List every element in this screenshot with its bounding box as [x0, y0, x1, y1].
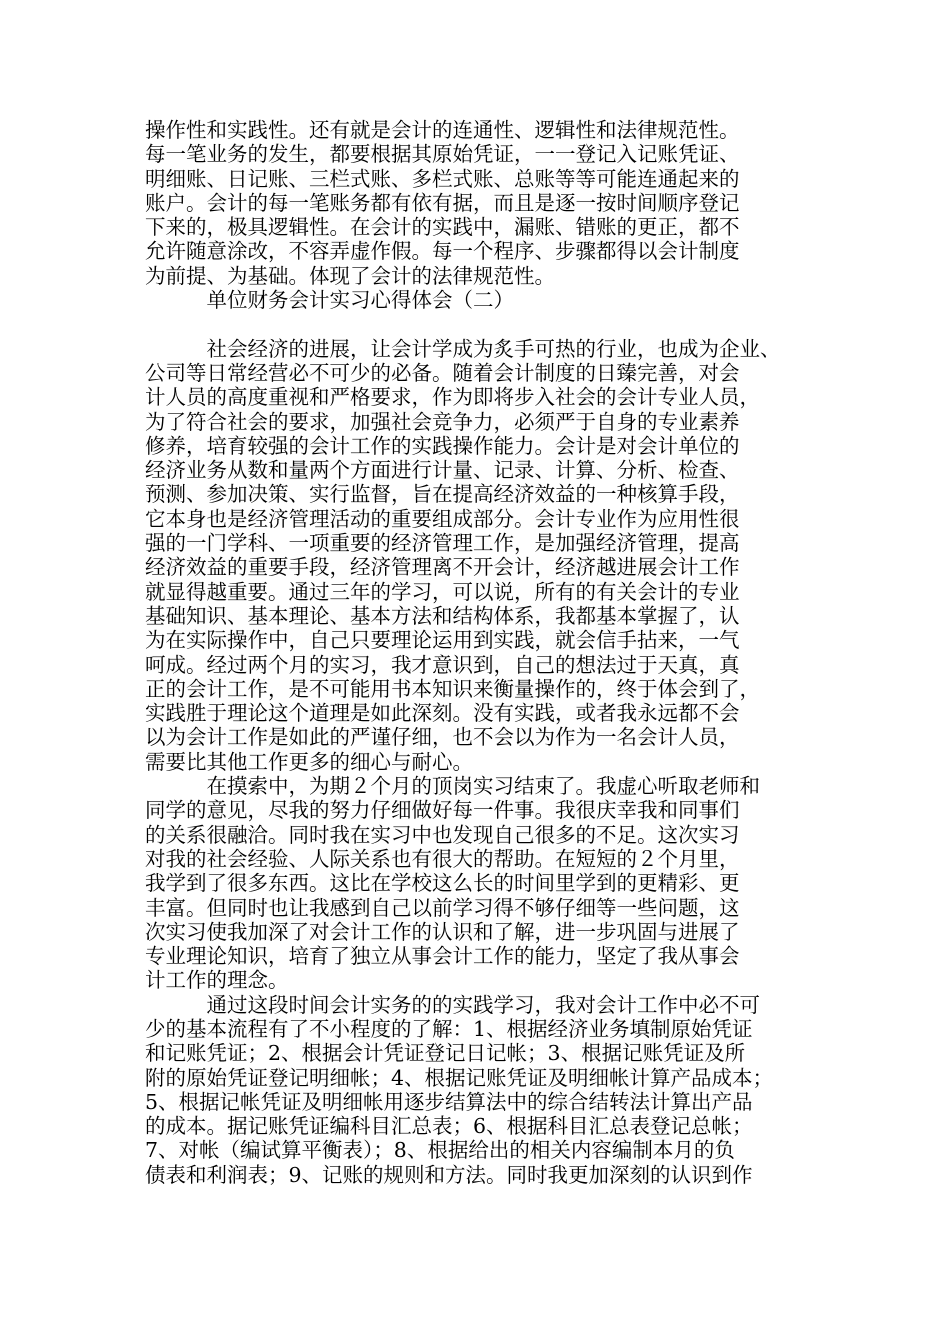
text-line: 为了符合社会的要求，加强社会竞争力，必须严于自身的专业素养 — [145, 409, 740, 434]
text-line: 和记账凭证；2、根据会计凭证登记日记帐；3、根据记账凭证及所 — [145, 1041, 746, 1066]
blank-line — [145, 312, 810, 336]
text-line: 同学的意见，尽我的努力仔细做好每一件事。我很庆幸我和同事们 — [145, 798, 740, 823]
text-line: 我学到了很多东西。这比在学校这么长的时间里学到的更精彩、更 — [145, 871, 740, 896]
text-line: 基础知识、基本理论、基本方法和结构体系，我都基本掌握了，认 — [145, 603, 740, 628]
text-line: 账户。会计的每一笔账务都有依有据，而且是逐一按时间顺序登记 — [145, 190, 740, 215]
text-line: 它本身也是经济管理活动的重要组成部分。会计专业作为应用性很 — [145, 506, 740, 531]
text-line: 就显得越重要。通过三年的学习，可以说，所有的有关会计的专业 — [145, 579, 740, 604]
text-line: 下来的，极具逻辑性。在会计的实践中，漏账、错账的更正，都不 — [145, 215, 740, 240]
text-line: 专业理论知识，培育了独立从事会计工作的能力，坚定了我从事会 — [145, 944, 740, 969]
text-line: 次实习使我加深了对会计工作的认识和了解，进一步巩固与进展了 — [145, 919, 740, 944]
text-line: 的关系很融洽。同时我在实习中也发现自己很多的不足。这次实习 — [145, 822, 740, 847]
intro-paragraph — [145, 118, 810, 288]
text-line: 丰富。但同时也让我感到自己以前学习得不够仔细等一些问题，这 — [145, 895, 740, 920]
text-line: 正的会计工作，是不可能用书本知识来衡量操作的，终于体会到了， — [145, 676, 760, 701]
text-line: 附的原始凭证登记明细帐；4、根据记账凭证及明细帐计算产品成本； — [145, 1065, 774, 1090]
text-line: 的成本。据记账凭证编科目汇总表；6、根据科目汇总表登记总帐； — [145, 1114, 753, 1139]
text-line: 计工作的理念。 — [145, 968, 289, 993]
text-line: 对我的社会经验、人际关系也有很大的帮助。在短短的２个月里， — [145, 846, 740, 871]
text-line: 在摸索中，为期２个月的顶岗实习结束了。我虚心听取老师和 — [145, 774, 760, 799]
paragraph-3 — [145, 993, 810, 1187]
text-line: 需要比其他工作更多的细心与耐心。 — [145, 749, 473, 774]
text-line: 明细账、日记账、三栏式账、多栏式账、总账等等可能连通起来的 — [145, 166, 740, 191]
text-line: 强的一门学科、一项重要的经济管理工作，是加强经济管理，提高 — [145, 531, 740, 556]
text-line: 为在实际操作中，自己只要理论运用到实践，就会信手拈来，一气 — [145, 628, 740, 653]
text-line: 经济效益的重要手段，经济管理离不开会计，经济越进展会计工作 — [145, 555, 740, 580]
text-line: 以为会计工作是如此的严谨仔细，也不会以为作为一名会计人员， — [145, 725, 740, 750]
text-line: 呵成。经过两个月的实习，我才意识到，自己的想法过于天真，真 — [145, 652, 740, 677]
text-line: 社会经济的进展，让会计学成为炙手可热的行业，也成为企业、 — [145, 336, 781, 361]
text-line: 少的基本流程有了不小程度的了解：1、根据经济业务填制原始凭证 — [145, 1016, 753, 1041]
text-line: 通过这段时间会计实务的的实践学习，我对会计工作中必不可 — [145, 992, 760, 1017]
text-line: 公司等日常经营必不可少的必备。随着会计制度的日臻完善，对会 — [145, 360, 740, 385]
text-line: 实践胜于理论这个道理是如此深刻。没有实践，或者我永远都不会 — [145, 701, 740, 726]
text-line: 经济业务从数和量两个方面进行计量、记录、计算、分析、检查、 — [145, 458, 740, 483]
text-line: 操作性和实践性。还有就是会计的连通性、逻辑性和法律规范性。 — [145, 118, 740, 142]
paragraph-2 — [145, 774, 810, 993]
text-line: 预测、参加决策、实行监督，旨在提高经济效益的一种核算手段， — [145, 482, 740, 507]
text-line: 计人员的高度重视和严格要求，作为即将步入社会的会计专业人员， — [145, 385, 760, 410]
text-line: 债表和利润表；9、记账的规则和方法。同时我更加深刻的认识到作 — [145, 1162, 753, 1187]
text-line: 为前提、为基础。体现了会计的法律规范性。 — [145, 263, 555, 288]
text-line: 允许随意涂改，不容弄虚作假。每一个程序、步骤都得以会计制度 — [145, 239, 740, 264]
paragraph-1 — [145, 337, 810, 774]
text-line: 7、对帐（编试算平衡表）；8、根据给出的相关内容编制本月的负 — [145, 1138, 735, 1163]
text-line: 修养，培育较强的会计工作的实践操作能力。会计是对会计单位的 — [145, 433, 740, 458]
text-line: 每一笔业务的发生，都要根据其原始凭证，一一登记入记账凭证、 — [145, 142, 740, 167]
text-line: 5、根据记帐凭证及明细帐用逐步结算法中的综合结转法计算出产品 — [145, 1089, 753, 1114]
section-title: 单位财务会计实习心得体会（二） — [145, 288, 514, 313]
